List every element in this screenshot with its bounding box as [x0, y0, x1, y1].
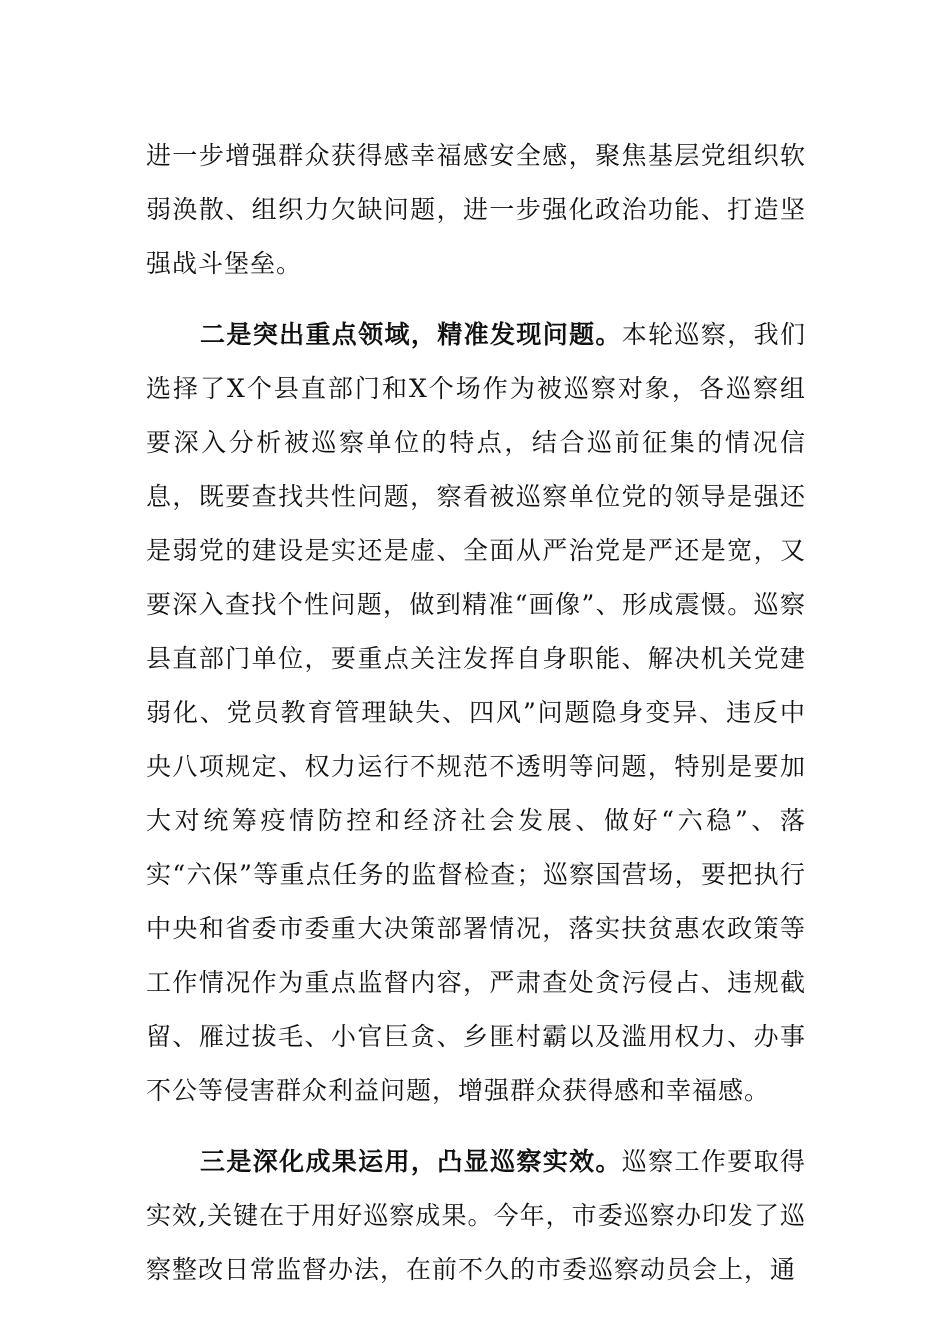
- document-body: [146, 129, 806, 1314]
- paragraph-text: 进一步增强群众获得感幸福感安全感，聚焦基层党组织软弱涣散、组织力欠缺问题，进一步强化政治功能、打造坚强战斗堡垒。: [146, 141, 806, 278]
- paragraph-continuation: [146, 129, 806, 291]
- paragraph-results-use: [146, 1135, 806, 1297]
- paragraph-heading: 二是突出重点领域，精准发现问题。: [200, 320, 622, 349]
- paragraph-text: 巡察工作要取得实效,关键在于用好巡察成果。今年，市委巡察办印发了巡察整改日常监督办法，在前不久的市委巡察动员会上，通: [146, 1147, 806, 1284]
- paragraph-text: 本轮巡察，我们选择了X个县直部门和X个场作为被巡察对象，各巡察组要深入分析被巡察单位的特点，结合巡前征集的情况信息，既要查找共性问题，察看被巡察单位党的领导是强还是弱党的建设是实还是虚、全面从严治党是严还是宽，又要深入查找个性问题，做到精准“画像”、形成震慑。巡察县直部门单位，要重点关注发挥自身职能、解决机关党建弱化、党员教育管理缺失、四风”问题隐身变异、违反中央八项规定、权力运行不规范不透明等问题，特别是要加大对统筹疫情防控和经济社会发展、做好“六稳”、落实“六保”等重点任务的监督检查；巡察国营场，要把执行中央和省委市委重大决策部署情况，落实扶贫惠农政策等工作情况作为重点监督内容，严肃查处贪污侵占、违规截留、雁过拔毛、小官巨贪、乡匪村霸以及滥用权力、办事不公等侵害群众利益问题，增强群众获得感和幸福感。: [146, 320, 806, 1105]
- paragraph-heading: 三是深化成果运用，凸显巡察实效。: [200, 1147, 622, 1176]
- paragraph-focus-areas: [146, 308, 806, 1118]
